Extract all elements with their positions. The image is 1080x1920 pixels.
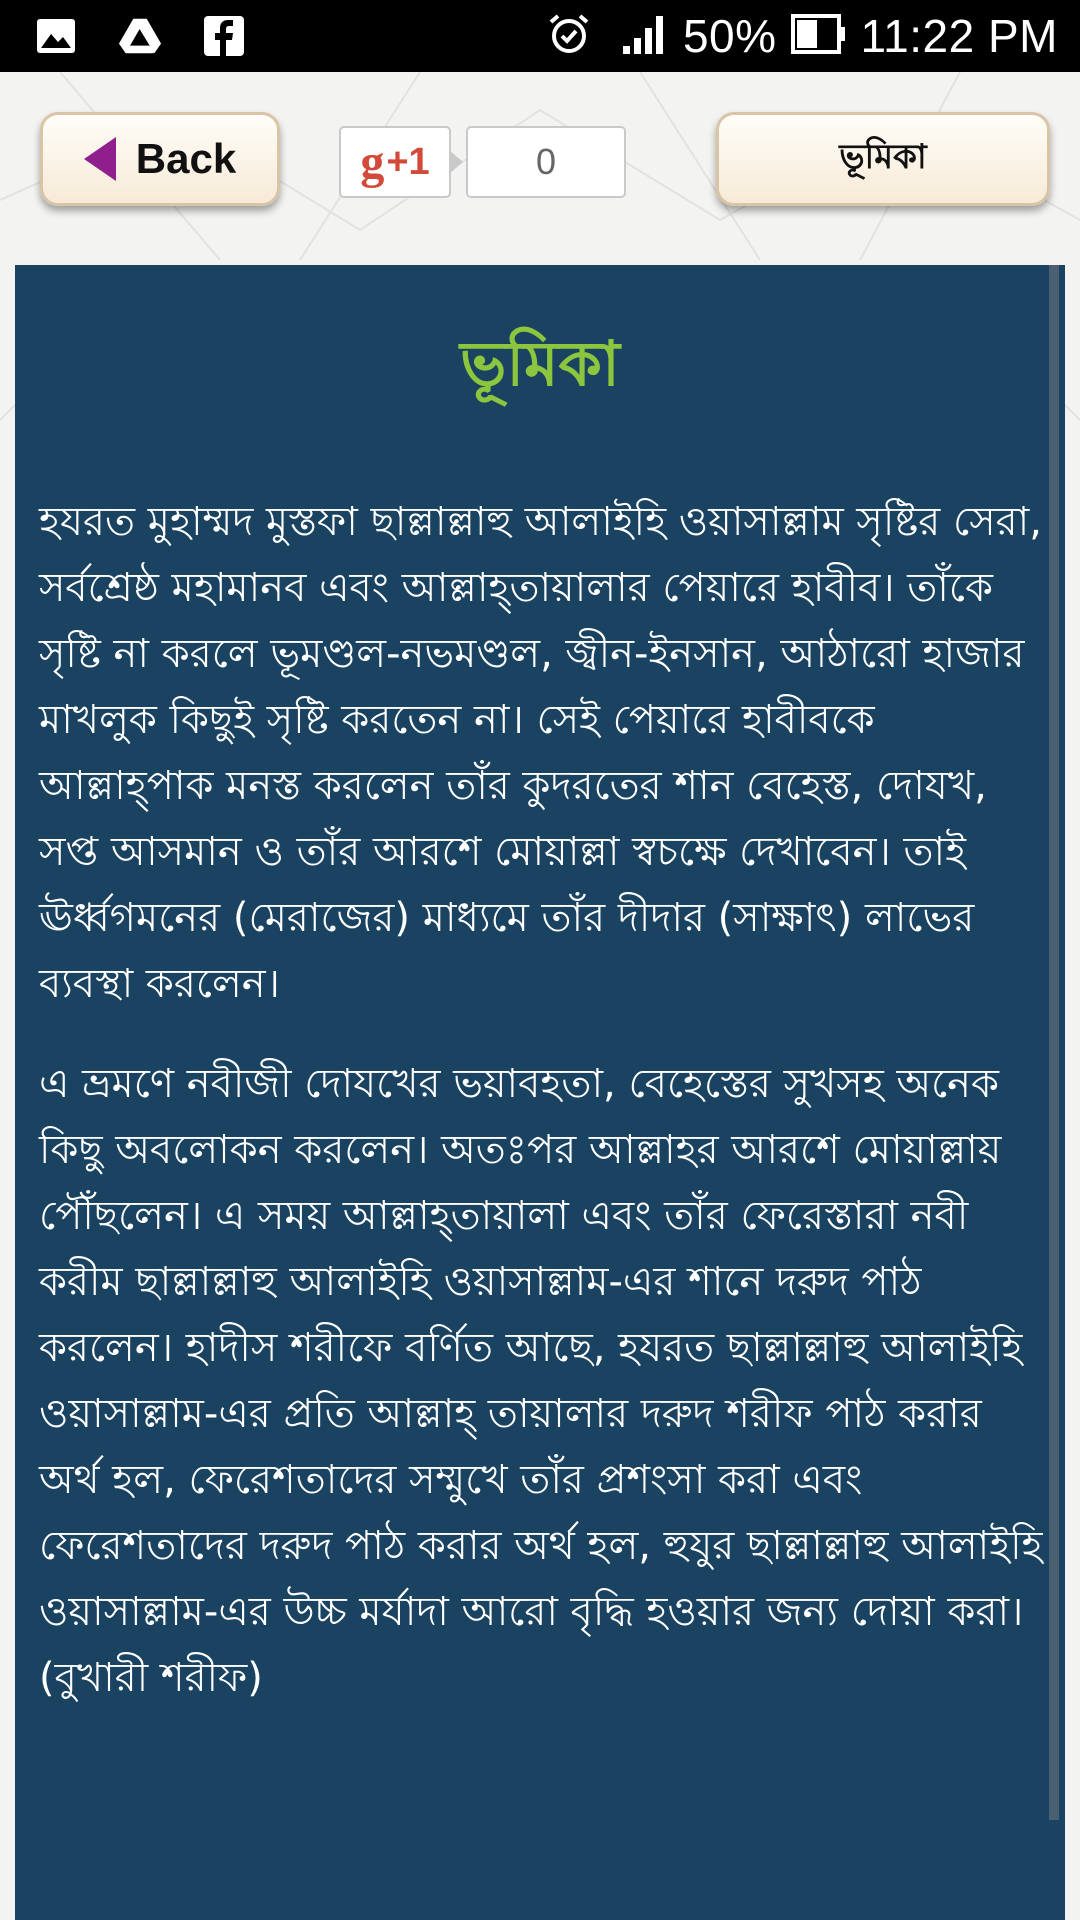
status-bar (0, 0, 1080, 72)
battery-icon (791, 12, 847, 61)
google-plus-icon: g (360, 135, 385, 189)
back-button[interactable] (40, 112, 280, 206)
content-panel[interactable] (15, 265, 1065, 1920)
back-arrow-icon (84, 137, 116, 181)
scrollbar[interactable] (1049, 265, 1059, 1820)
plus-one-label: +1 (386, 140, 430, 183)
signal-icon (621, 12, 669, 61)
section-title-button-label: ভূমিকা (839, 136, 927, 177)
page-title: ভূমিকা (460, 327, 620, 400)
clock: 11:22 PM (860, 10, 1058, 62)
gallery-icon (34, 14, 78, 58)
paragraph: হযরত মুহাম্মদ মুস্তফা ছাল্লাল্লাহু আলাইহি ওয়াসাল্লাম সৃষ্টির সেরা, সর্বশ্রেষ্ঠ মহামানব এবং আল্লাহ্‌তায়ালার পেয়ারে হাবীব। তাঁকে সৃষ্টি না করলে ভূমণ্ডল-নভমণ্ডল, জ্বীন-ইনসান, আঠারো হাজার মাখলুক কিছুই সৃষ্টি করতেন না। সেই পেয়ারে হাবীবকে আল্লাহ্‌পাক মনস্ত করলেন তাঁর কুদরতের শান বেহেস্ত, দোযখ, সপ্ত আসমান ও তাঁর আরশে মোয়াল্লা স্বচক্ষে দেখাবেন। তাই ঊর্ধ্বগমনের (মেরাজের) মাধ্যমে তাঁর দীদার (সাক্ষাৎ) লাভের ব্যবস্থা করলেন। (39, 499, 1042, 1008)
battery-percent: 50% (682, 10, 777, 62)
paragraph: এ ভ্রমণে নবীজী দোযখের ভয়াবহতা, বেহেস্তের সুখসহ অনেক কিছু অবলোকন করলেন। অতঃপর আল্লাহর আরশে মোয়াল্লায় পৌঁছলেন। এ সময় আল্লাহ্‌তায়ালা এবং তাঁর ফেরেস্তারা নবী করীম ছাল্লাল্লাহু আলাইহি ওয়াসাল্লাম-এর শানে দরুদ পাঠ করলেন। হাদীস শরীফে বর্ণিত আছে, হযরত ছাল্লাল্লাহু আলাইহি ওয়াসাল্লাম-এর প্রতি আল্লাহ্ তায়ালার দরুদ শরীফ পাঠ করার অর্থ হল, ফেরেশতাদের সম্মুখে তাঁর প্রশংসা করা এবং ফেরেশতাদের দরুদ পাঠ করার অর্থ হল, হুযুর ছাল্লাল্লাহু আলাইহি ওয়াসাল্লাম-এর উচ্চ মর্যাদা আরো বৃদ্ধি হওয়ার জন্য দোয়া করা। (বুখারী শরীফ) (39, 1061, 1043, 1702)
drive-icon (118, 14, 162, 58)
google-plus-one-button[interactable] (339, 126, 451, 198)
google-plus-count: 0 (466, 126, 626, 198)
section-title-button[interactable] (716, 112, 1050, 206)
facebook-icon (202, 14, 246, 58)
back-button-label: Back (135, 135, 237, 182)
alarm-icon (547, 12, 591, 61)
